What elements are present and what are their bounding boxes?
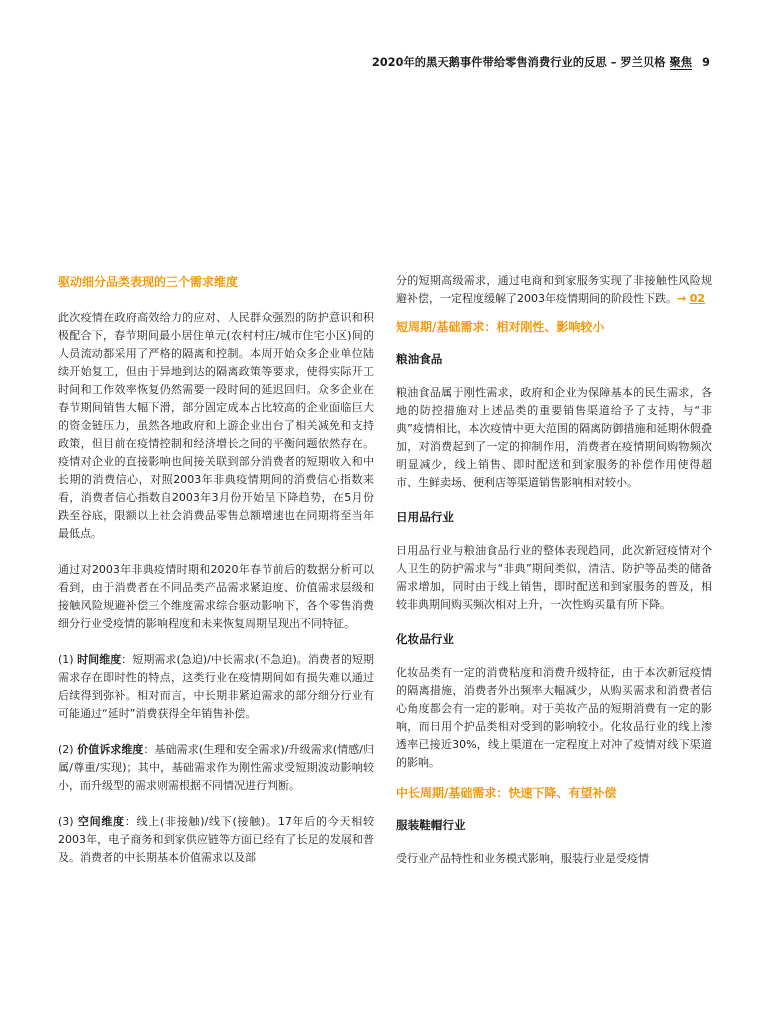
item-number: (1) <box>58 653 78 666</box>
paragraph-grain-oil: 粮油食品属于刚性需求，政府和企业为保障基本的民生需求，各地的防控措施对上述品类的重要销售渠道给予了支持，与“非典”疫情相比，本次疫情中更大范围的隔离防御措施和延期休假叠加，对消费起到了一定的抑制作用，消费者在疫情期间购物频次明显减少，线上销售、即时配送和到家服务的补偿作用使得超市、生鲜卖场、便利店等渠道销售影响相对较小。 <box>396 386 712 489</box>
right-column <box>396 272 712 868</box>
section-heading-long-cycle: 中长周期/基础需求：快速下降、有望补偿 <box>396 786 617 800</box>
paragraph-value-dimension <box>58 741 374 795</box>
subheading-grain-oil: 粮油食品 <box>396 352 443 366</box>
item-text-space: ：线上(非接触)/线下(接触)。17年后的今天相较2003年，电子商务和到家供应链等方面已经有了长足的发展和普及。消费者的中长期基本价值需求以及部 <box>58 815 375 864</box>
arrow-right-icon: → <box>677 292 687 305</box>
header-focus-label: 聚焦 <box>669 56 693 69</box>
item-text-time: ：短期需求(急迫)/中长需求(不急迫)。消费者的短期需求存在即时性的特点，这类行业在疫情期间如有损失难以通过后续得到弥补。相对而言，中长期非紧迫需求的部分细分行业有可能通过“延时”消费获得全年销售补偿。 <box>58 653 375 720</box>
header-title: 2020年的黑天鹅事件带给零售消费行业的反思 – 罗兰贝格 <box>371 56 666 69</box>
subheading-cosmetics: 化妆品行业 <box>396 632 454 646</box>
section-heading-demand-dimensions: 驱动细分品类表现的三个需求维度 <box>58 275 239 289</box>
left-column <box>58 273 374 867</box>
paragraph-space-dimension <box>58 813 374 867</box>
page-number: 9 <box>702 56 710 69</box>
figure-reference-link[interactable]: 02 <box>689 292 706 305</box>
subheading-daily-goods: 日用品行业 <box>396 510 454 524</box>
item-title-value: 价值诉求维度 <box>77 743 144 756</box>
paragraph-continuation <box>396 272 712 308</box>
item-title-space: 空间维度 <box>77 815 125 828</box>
item-number: (2) <box>58 743 78 756</box>
paragraph-apparel: 受行业产品特性和业务模式影响，服装行业是受疫情 <box>396 852 649 865</box>
paragraph-daily-goods: 日用品行业与粮油食品行业的整体表现趋同，此次新冠疫情对个人卫生的防护需求与“非典”期间类似，清洁、防护等品类的储备需求增加，同时由于线上销售，即时配送和到家服务的普及，相较非典期间购买频次相对上升，一次性购买量有所下降。 <box>396 544 712 611</box>
paragraph-time-dimension <box>58 651 374 723</box>
paragraph-cosmetics: 化妆品类有一定的消费粘度和消费升级特征，由于本次新冠疫情的隔离措施，消费者外出频率大幅减少，从购买需求和消费者信心角度都会有一定的影响。对于美妆产品的短期消费有一定的影响，而日用个护品类相对受到的影响较小。化妆品行业的线上渗透率已接近30%，线上渠道在一定程度上对冲了疫情对线下渠道的影响。 <box>396 666 712 769</box>
subheading-apparel: 服装鞋帽行业 <box>396 818 466 832</box>
item-number: (3) <box>58 815 78 828</box>
paragraph-data-analysis: 通过对2003年非典疫情时期和2020年春节前后的数据分析可以看到，由于消费者在不同品类产品需求紧迫度、价值需求层级和接触风险规避补偿三个维度需求综合驱动影响下，各个零售消费细分行业受疫情的影响程度和未来恢复周期呈现出不同特征。 <box>58 563 374 630</box>
item-text-value: ：基础需求(生理和安全需求)/升级需求(情感/归属/尊重/实现)；其中，基础需求作为刚性需求受短期波动影响较小，而升级型的需求则需根据不同情况进行判断。 <box>58 743 375 792</box>
paragraph-epidemic-response: 此次疫情在政府高效给力的应对、人民群众强烈的防护意识和积极配合下，春节期间最小居住单元(农村村庄/城市住宅小区)间的人员流动都采用了严格的隔离和控制。本周开始众多企业单位陆续开始复工，但由于异地到达的隔离政策等要求，使得实际开工时间和工作效率恢复仍然需要一段时间的延迟回归。众多企业在春节期间销售大幅下滑，部分固定成本占比较高的企业面临巨大的资金链压力，虽然各地政府和上游企业出台了相关减免和支持政策，但目前在疫情控制和经济增长之间的平衡问题依然存在。疫情对企业的直接影响也间接关联到部分消费者的短期收入和中长期的消费信心，对照2003年非典疫情期间的消费信心指数来看，消费者信心指数自2003年3月份开始呈下降趋势，在5月份跌至谷底，限额以上社会消费品零售总额增速也在同期将至当年最低点。 <box>58 311 374 540</box>
page-header <box>372 54 710 70</box>
section-heading-short-cycle: 短周期/基础需求：相对刚性、影响较小 <box>396 320 605 334</box>
continuation-text: 分的短期高级需求，通过电商和到家服务实现了非接触性风险规避补偿，一定程度缓解了2003年疫情期间的阶段性下跌。 <box>396 274 712 305</box>
item-title-time: 时间维度 <box>77 653 122 666</box>
